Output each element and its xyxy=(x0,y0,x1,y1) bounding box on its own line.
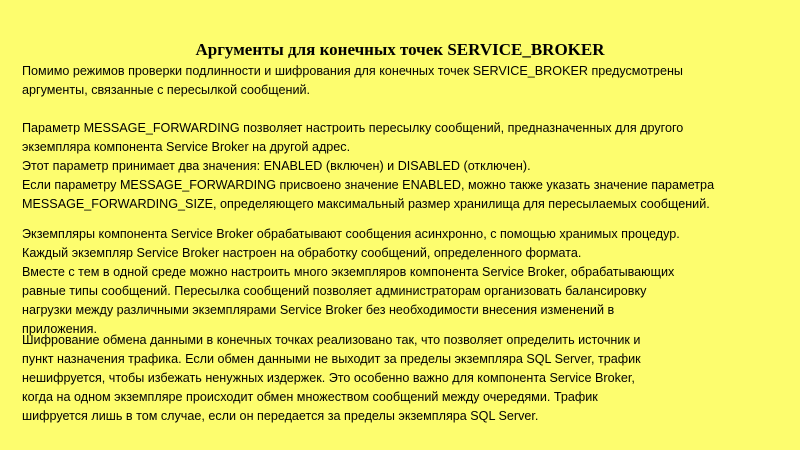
paragraph-line: Каждый экземпляр Service Broker настроен на обработку сообщений, определенного формата. xyxy=(22,246,582,260)
paragraph-line: Шифрование обмена данными в конечных точках реализовано так, что позволяет определить источник и xyxy=(22,333,641,347)
paragraph-line: Этот параметр принимает два значения: ENABLED (включен) и DISABLED (отключен). xyxy=(22,159,531,173)
paragraph-line: Экземпляры компонента Service Broker обрабатывают сообщения асинхронно, с помощью хранимых процедур. xyxy=(22,227,680,241)
paragraph-line: аргументы, связанные с пересылкой сообщений. xyxy=(22,83,311,97)
paragraph-intro xyxy=(22,62,792,100)
paragraph-line: Если параметру MESSAGE_FORWARDING присвоено значение ENABLED, можно также указать значение параметра xyxy=(22,178,715,192)
paragraph-line: нагрузки между различными экземплярами Service Broker без необходимости внесения изменений в xyxy=(22,303,615,317)
paragraph-line: экземпляра компонента Service Broker на другой адрес. xyxy=(22,140,351,154)
paragraph-line: нешифруется, чтобы избежать ненужных издержек. Это особенно важно для компонента Service Broker, xyxy=(22,371,635,385)
slide-title: Аргументы для конечных точек SERVICE_BROKER xyxy=(195,40,605,59)
paragraph-instances xyxy=(22,225,792,339)
paragraph-line: Помимо режимов проверки подлинности и шифрования для конечных точек SERVICE_BROKER предусмотрены xyxy=(22,64,683,78)
paragraph-line: MESSAGE_FORWARDING_SIZE, определяющего максимальный размер хранилища для пересылаемых сообщений. xyxy=(22,197,710,211)
paragraph-line: шифруется лишь в том случае, если он передается за пределы экземпляра SQL Server. xyxy=(22,409,539,423)
paragraph-message-forwarding xyxy=(22,119,792,214)
paragraph-line: когда на одном экземпляре происходит обмен множеством сообщений между очередями. Трафик xyxy=(22,390,598,404)
paragraph-line: Параметр MESSAGE_FORWARDING позволяет настроить пересылку сообщений, предназначенных для другого xyxy=(22,121,684,135)
paragraph-line: пункт назначения трафика. Если обмен данными не выходит за пределы экземпляра SQL Server, трафик xyxy=(22,352,641,366)
paragraph-line: равные типы сообщений. Пересылка сообщений позволяет администраторам организовать балансировку xyxy=(22,284,647,298)
paragraph-encryption xyxy=(22,331,792,426)
paragraph-line: Вместе с тем в одной среде можно настроить много экземпляров компонента Service Broker, обрабатывающих xyxy=(22,265,675,279)
paragraph-line: приложения. xyxy=(22,322,97,336)
